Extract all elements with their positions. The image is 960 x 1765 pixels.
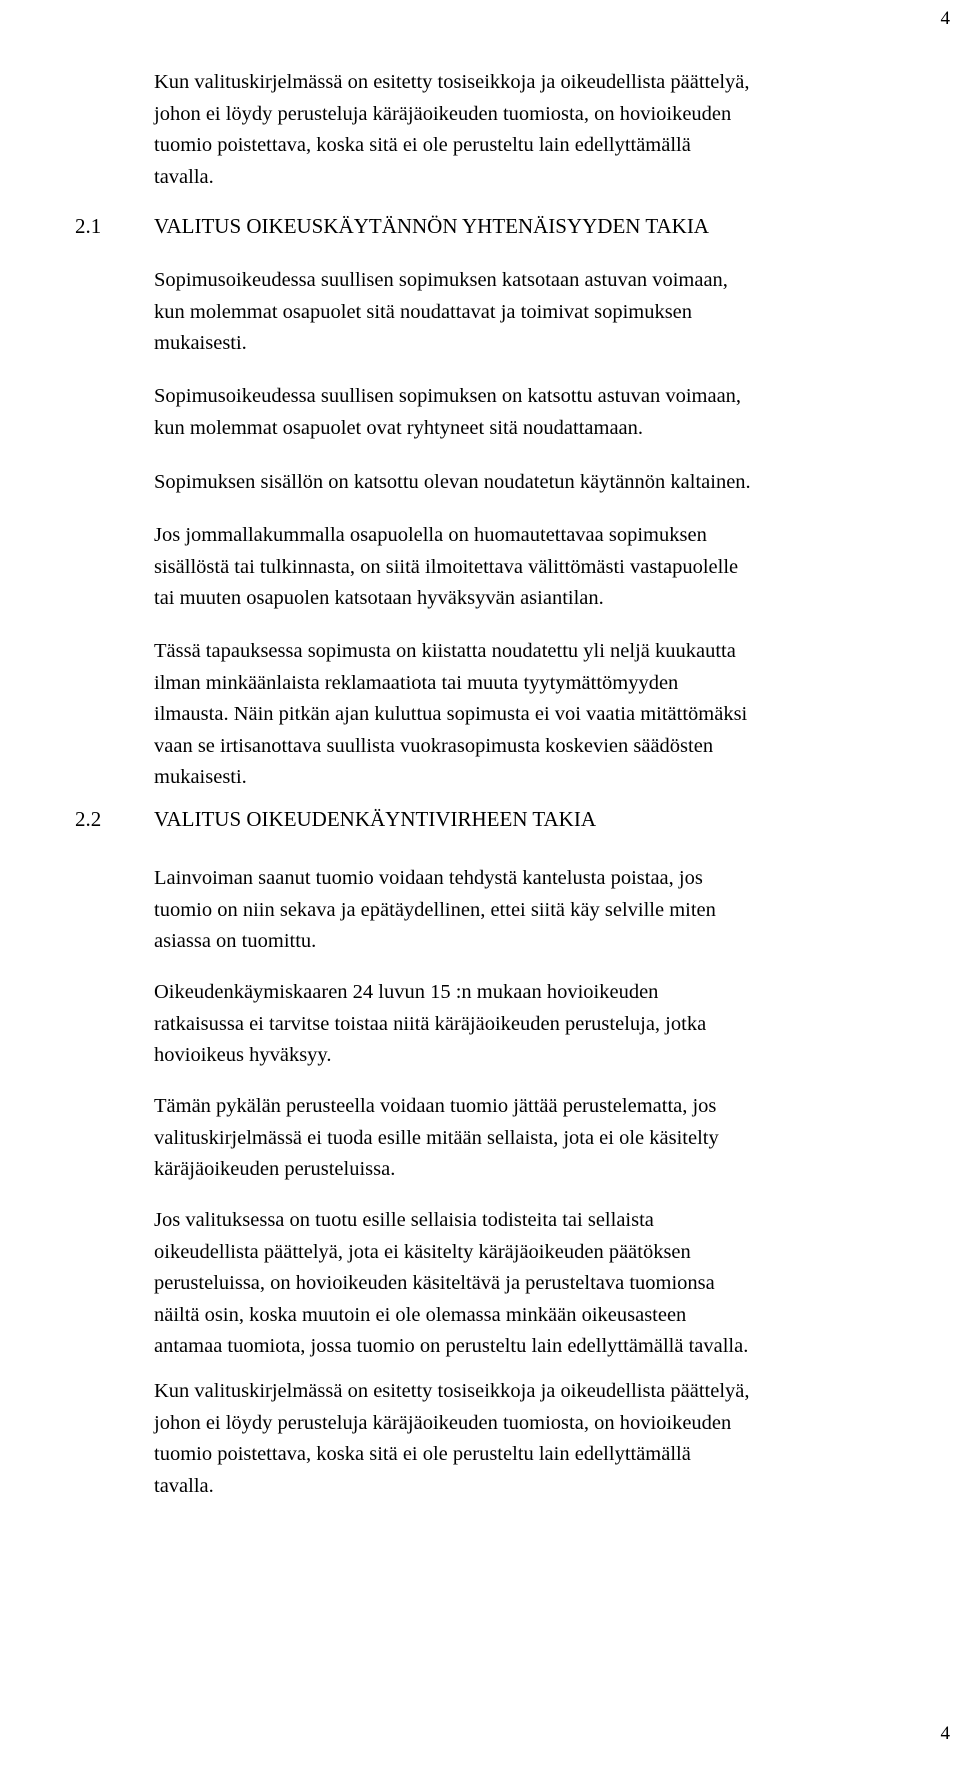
section-title: VALITUS OIKEUSKÄYTÄNNÖN YHTENÄISYYDEN TAKIA <box>154 214 709 238</box>
paragraph: Oikeudenkäymiskaaren 24 luvun 15 :n mukaan hovioikeuden ratkaisussa ei tarvitse toistaa niitä käräjäoikeuden perusteluja, jotka hovioikeus hyväksyy. <box>154 981 707 1066</box>
paragraph: Sopimusoikeudessa suullisen sopimuksen katsotaan astuvan voimaan, kun molemmat osapuolet sitä noudattavat ja toimivat sopimuksen mukaisesti. <box>154 269 728 354</box>
page-number-bottom: 4 <box>940 1723 950 1744</box>
paragraph: Jos jommallakummalla osapuolella on huomautettavaa sopimuksen sisällöstä tai tulkinnasta, on siitä ilmoitettava välittömästi vastapuolelle tai muuten osapuolen katsotaan hyväksyvän asiantilan. <box>154 524 739 609</box>
section-heading-2-1 <box>75 211 709 241</box>
paragraph: Tässä tapauksessa sopimusta on kiistatta noudatettu yli neljä kuukautta ilman minkäänlaista reklamaatiota tai muuta tyytymättömyyden ilmausta. Näin pitkän ajan kuluttua sopimusta ei voi vaatia mitättömäksi vaan se irtisanottava suullista vuokrasopimusta koskevien säädösten mukaisesti. <box>154 640 748 788</box>
paragraph: Lainvoiman saanut tuomio voidaan tehdystä kantelusta poistaa, jos tuomio on niin sekava ja epätäydellinen, ettei siitä käy selville miten asiassa on tuomittu. <box>154 867 716 952</box>
paragraph: Tämän pykälän perusteella voidaan tuomio jättää perustelematta, jos valituskirjelmässä ei tuoda esille mitään sellaista, jota ei ole käsitelty käräjäoikeuden perusteluissa. <box>154 1095 719 1180</box>
page-number-top: 4 <box>940 8 950 29</box>
paragraph: Jos valituksessa on tuotu esille sellaisia todisteita tai sellaista oikeudellista päättelyä, jota ei käsitelty käräjäoikeuden päätöksen perusteluissa, on hovioikeuden käsiteltävä ja perusteltava tuomionsa näiltä osin, koska muutoin ei ole olemassa minkään oikeusasteen antamaa tuomiota, jossa tuomio on perusteltu lain edellyttämällä tavalla. <box>154 1209 749 1357</box>
section-number: 2.2 <box>75 807 102 831</box>
intro-paragraph: Kun valituskirjelmässä on esitetty tosiseikkoja ja oikeudellista päättelyä, johon ei löydy perusteluja käräjäoikeuden tuomiosta, on hovioikeuden tuomio poistettava, koska sitä ei ole perusteltu lain edellyttämällä tavalla. <box>154 71 750 188</box>
paragraph: Sopimusoikeudessa suullisen sopimuksen on katsottu astuvan voimaan, kun molemmat osapuolet ovat ryhtyneet sitä noudattamaan. <box>154 385 742 439</box>
paragraph: Sopimuksen sisällön on katsottu olevan noudatetun käytännön kaltainen. <box>154 471 751 493</box>
paragraph: Kun valituskirjelmässä on esitetty tosiseikkoja ja oikeudellista päättelyä, johon ei löydy perusteluja käräjäoikeuden tuomiosta, on hovioikeuden tuomio poistettava, koska sitä ei ole perusteltu lain edellyttämällä tavalla. <box>154 1380 750 1497</box>
section-number: 2.1 <box>75 214 102 238</box>
section-title: VALITUS OIKEUDENKÄYNTIVIRHEEN TAKIA <box>154 807 596 831</box>
section-heading-2-2 <box>75 804 596 834</box>
